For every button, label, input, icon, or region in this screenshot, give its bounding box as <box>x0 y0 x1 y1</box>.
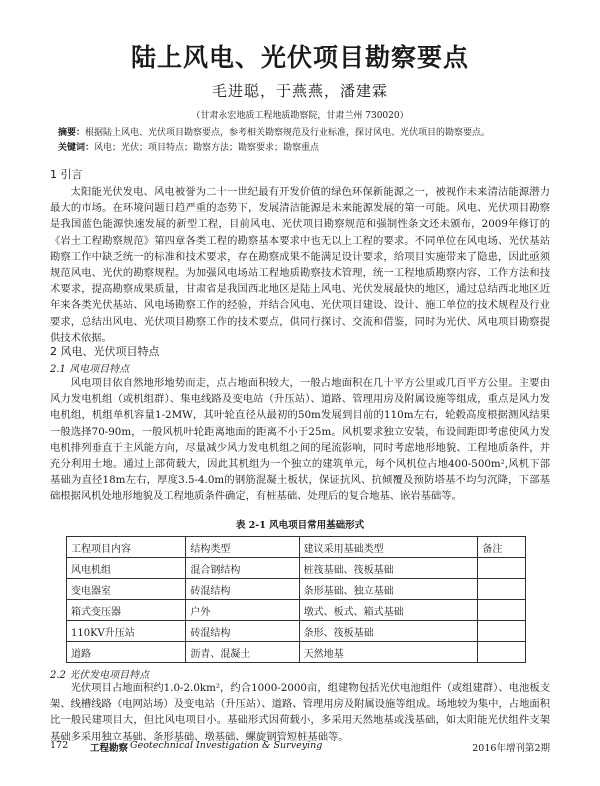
table-cell: 风电机组 <box>67 558 186 579</box>
table-header-cell: 备注 <box>478 537 526 558</box>
keywords <box>58 141 558 155</box>
table-cell: 道路 <box>67 642 186 663</box>
pv-paragraph: 光伏项目占地面积约1.0-2.0km²，约合1000-2000亩，组建物包括光伏电池组件（或组建群）、电池板支架、线槽线路（电网站场）及变电站（升压站）、道路、管理用房及附属设施等组成。场地较为集中，占地面积比一般民建项目大，但比风电项目小。基础形式因荷载小，多采用天然地基或浅基础，如太阳能光伏组件支架基础多采用独立基础、条形基础、墩基础、螺旋钢管短桩基础等。 <box>50 682 550 743</box>
table-cell: 110KV升压站 <box>67 621 186 642</box>
table-cell: 砖混结构 <box>186 621 299 642</box>
table-header-cell: 工程项目内容 <box>67 537 186 558</box>
authors: 毛进聪，于燕燕，潘建霖 <box>211 82 388 100</box>
abstract-label: 摘要： <box>58 128 86 138</box>
section-heading-intro: 1 引言 <box>50 168 83 181</box>
subsection-heading-wind: 2.1 风电项目特点 <box>50 364 130 375</box>
issue-info: 2016年增刊第2期 <box>472 743 550 754</box>
table-cell: 变电器室 <box>67 579 186 600</box>
journal-name-en: Geotechnical Investigation & Surveying <box>130 740 323 751</box>
table-cell: 墩式、板式、箱式基础 <box>299 600 478 621</box>
table-cell <box>478 621 526 642</box>
table-cell: 桩筏基础、筏板基础 <box>299 558 478 579</box>
table-cell: 砖混结构 <box>186 579 299 600</box>
table-row <box>67 600 526 621</box>
table-cell: 条形、筏板基础 <box>299 621 478 642</box>
table-cell <box>478 642 526 663</box>
table-cell: 箱式变压器 <box>67 600 186 621</box>
paper-title: 陆上风电、光伏项目勘察要点 <box>130 43 469 72</box>
table-row <box>67 558 526 579</box>
intro-paragraph: 太阳能光伏发电、风电被誉为二十一世纪最有开发价值的绿色环保新能源之一，被视作未来清洁能源潜力最大的市场。在环境问题日趋严重的态势下，发展清洁能源是未来能源发展的第一可能。风电、光伏项目勘察是我国蓝色能源快速发展的新型工程，目前风电、光伏项目勘察规范和强制性条文还未颁布，2009年修订的《岩土工程勘察规范》第四章各类工程的勘察基本要求中也无以上工程的要求。不同单位在风电场、光伏基站勘察工作中缺乏统一的标准和技术要求，存在勘察成果不能满足设计要求，给项目实施带来了隐患，因此亟须规范风电、光伏的勘察规程。为加强风电场站工程地质勘察技术管理，统一工程地质勘察内容、工作方法和技术要求，提高勘察成果质量，甘肃省是我国西北地区是陆上风电、光伏发展最快的地区，通过总结西北地区近年来各类光伏基站、风电场勘察工作的经验，并结合风电、光伏项目建设、设计、施工单位的技术规程及行业要求，总结出风电、光伏项目勘察工作的技术要点，供同行探讨、交流和借鉴，同时为光伏、风电项目勘察提供技术依据。 <box>50 186 550 344</box>
table-header-cell: 建议采用基础类型 <box>299 537 478 558</box>
table-row <box>67 579 526 600</box>
table-header-row <box>67 537 526 558</box>
abstract-text: 根据陆上风电、光伏项目勘察要点，参考相关勘察规范及行业标准，探讨风电、光伏项目的勘察要点。 <box>85 128 491 138</box>
table-row <box>67 642 526 663</box>
keywords-label: 关键词： <box>58 143 95 153</box>
table-cell: 沥青、混凝土 <box>186 642 299 663</box>
page-number: 172 <box>50 740 69 751</box>
wind-paragraph: 风电项目依自然地形地势而走，点占地面积较大，一般占地面积在几十平方公里或几百平方公里。主要由风力发电机组（或机组群）、集电线路及变电站（升压站）、道路、管理用房及附属设施等组成，重点是风力发电机组，机组单机容量1-2MW，其叶轮直径从最初的50m发展到目前的110m左右，轮毂高度根据测风结果一般选择70-90m，一般风机叶轮距离地面的距离不小于25m。风机要求独立安装，布设间距即考虑使风力发电机排列垂直于主风能方向，尽量减少风力发电机组之间的尾流影响，同时考虑地形地貌、工程地质条件，并充分利用土地。通过上部荷载大，因此其机组为一个独立的建筑单元，每个风机位占地400-500m²,风机下部基础为直径18m左右，厚度3.5-4.0m的钢筋混凝土板状，保证抗风、抗倾覆及预防塔基不均匀沉降，下部基础根据风机处地形地貌及工程地质条件确定，有桩基础、处理后的复合地基、嵌岩基础等。 <box>50 377 550 503</box>
table-cell: 条形基础、独立基础 <box>299 579 478 600</box>
table-cell <box>478 579 526 600</box>
table-cell: 混合钢结构 <box>186 558 299 579</box>
keywords-text: 风电；光伏；项目特点；勘察方法；勘察要求；勘察重点 <box>94 143 320 153</box>
table-caption: 表 2-1 风电项目常用基础形式 <box>235 520 365 531</box>
abstract <box>58 126 558 140</box>
table-cell <box>478 600 526 621</box>
table-cell: 天然地基 <box>299 642 478 663</box>
affiliation: （甘肃永宏地质工程地质勘察院，甘肃兰州 730020） <box>191 111 409 121</box>
section-heading-features: 2 风电、光伏项目特点 <box>50 345 160 358</box>
table-header-cell: 结构类型 <box>186 537 299 558</box>
subsection-heading-pv: 2.2 光伏发电项目特点 <box>50 670 150 681</box>
foundation-table <box>66 536 526 663</box>
table-cell <box>478 558 526 579</box>
journal-name-cn: 工程勘察 <box>90 743 129 754</box>
table-cell: 户外 <box>186 600 299 621</box>
table-row <box>67 621 526 642</box>
